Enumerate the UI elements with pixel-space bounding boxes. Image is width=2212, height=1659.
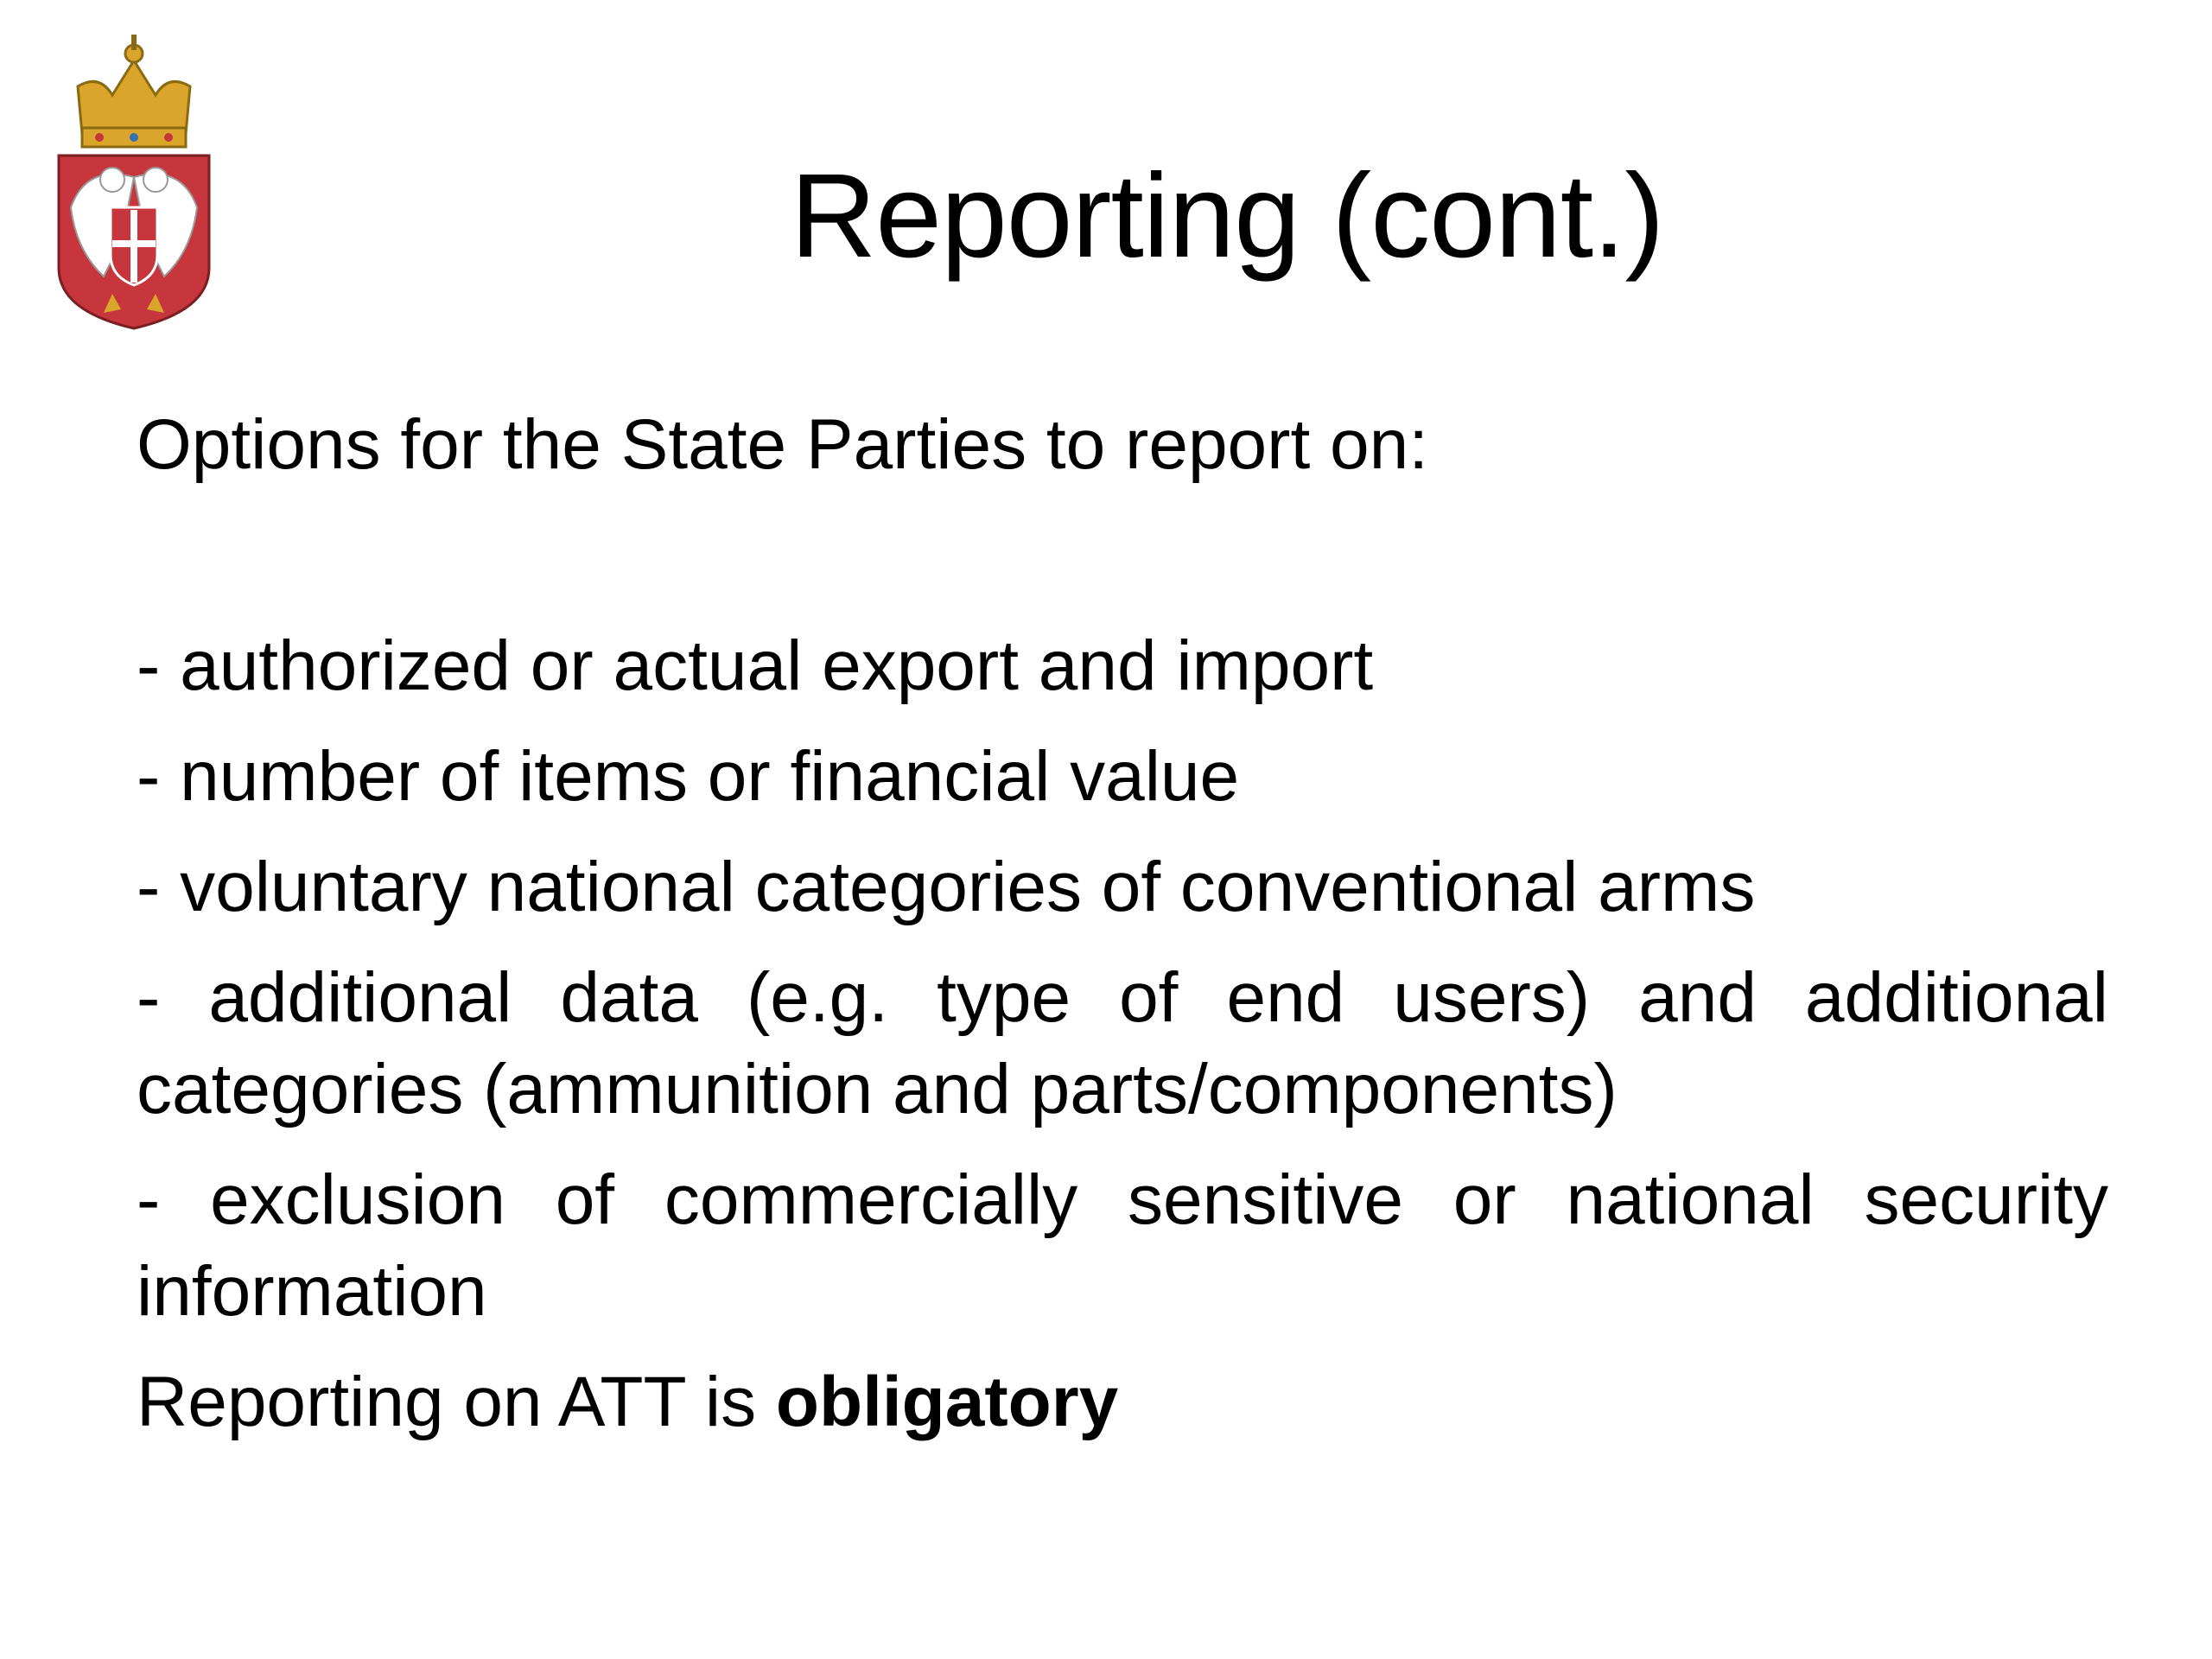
coat-of-arms-icon (52, 35, 216, 333)
list-item: - authorized or actual export and import (137, 626, 1374, 705)
page-title: Reporting (cont.) (790, 149, 1664, 283)
list-item: - additional data (e.g. type of end users) and additional categories (ammunition and parts/components) (137, 958, 2108, 1128)
list-item: - exclusion of commercially sensitive or national security information (137, 1160, 2108, 1331)
closing-prefix: Reporting on ATT is (137, 1363, 776, 1441)
slide-body (137, 399, 2108, 1448)
list-item: - number of items or financial value (137, 737, 1240, 816)
intro-text: Options for the State Parties to report on: (137, 405, 1429, 484)
list-item: - voluntary national categories of conventional arms (137, 848, 1756, 926)
crown-icon (78, 35, 190, 147)
closing-emphasis: obligatory (775, 1363, 1119, 1441)
closing-statement (137, 1357, 2108, 1448)
